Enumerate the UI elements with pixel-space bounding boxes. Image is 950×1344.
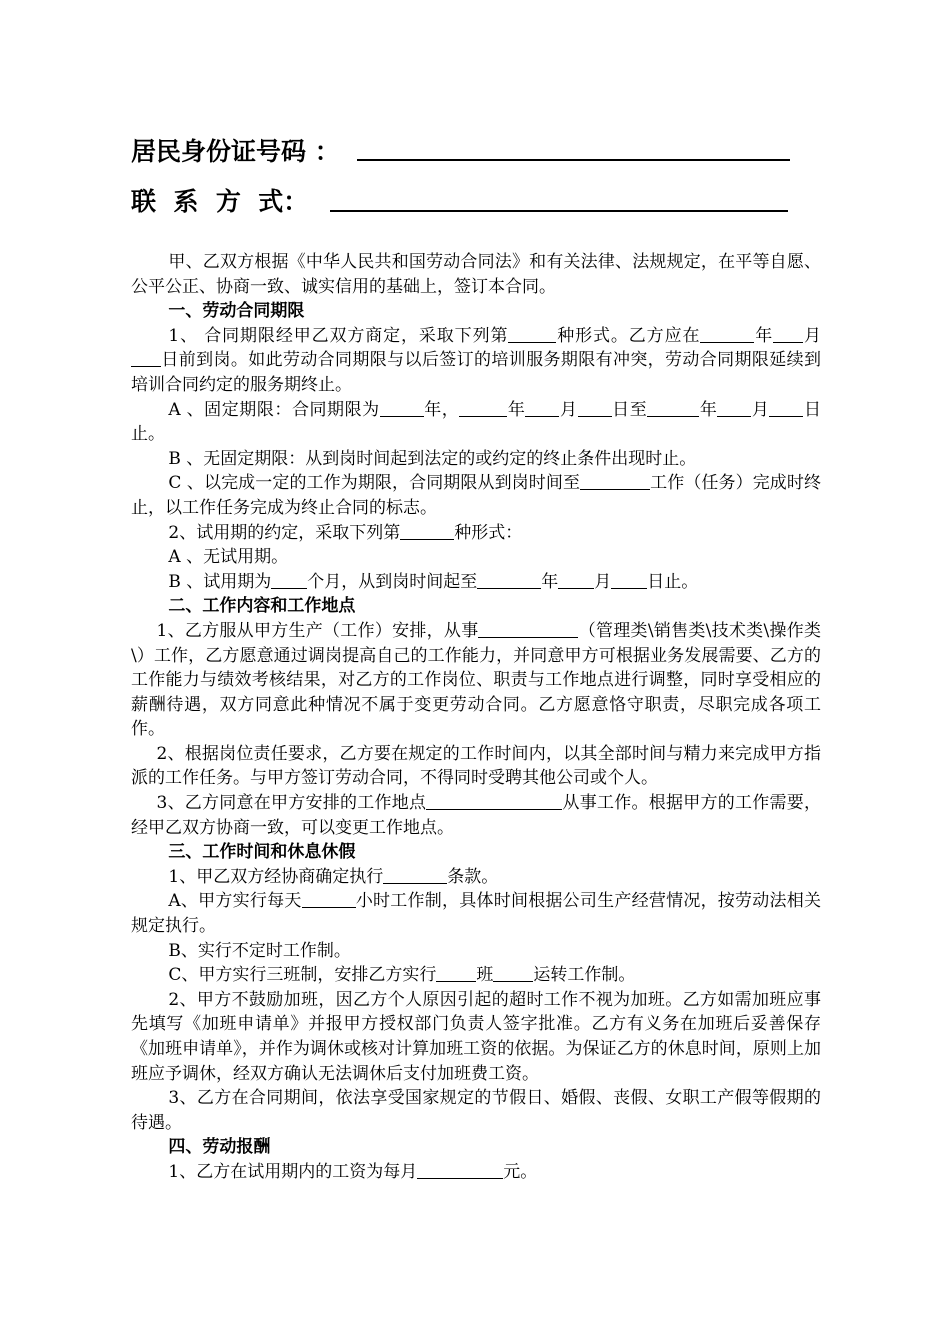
hours-clause-3: 3、乙方在合同期间，依法享受国家规定的节假日、婚假、丧假、女职工产假等假期的待遇。 (131, 1088, 821, 1133)
contact-label: 联 系 方 式： (131, 187, 309, 216)
blank-probation-salary[interactable] (417, 1161, 503, 1179)
blank-probation-months[interactable] (271, 571, 307, 589)
blank-probation-day[interactable] (611, 571, 647, 589)
section-title-pay: 四、劳动报酬 (168, 1137, 271, 1158)
probation-option-a: A 、无试用期。 (168, 547, 289, 568)
blank-to-month[interactable] (717, 399, 751, 417)
blank-shift[interactable] (436, 964, 476, 982)
blank-task[interactable] (580, 472, 650, 490)
term-clause-1: 1、 合同期限经甲乙双方商定，采取下列第 种形式。乙方应在 年 月日前到岗。如此劳动合同期限与以后签订的培训服务期限有冲突，劳动合同期限延续到培训合同约定的服务期终止。 (131, 325, 822, 395)
blank-form-choice[interactable] (508, 325, 556, 343)
hours-option-b: B、实行不定时工作制。 (168, 940, 351, 961)
section-title-term: 一、劳动合同期限 (168, 301, 305, 322)
work-clause-3: 3、乙方同意在甲方安排的工作地点 从事工作。根据甲方的工作需要，经甲乙双方协商一致，可以变更工作地点。 (131, 793, 821, 838)
contract-body (131, 250, 821, 1185)
work-clause-1: 1、乙方服从甲方生产（工作）安排，从事 （管理类\销售类\技术类\操作类\）工作，乙方愿意通过调岗提高自己的工作能力，并同意甲方可根据业务发展需要、乙方的工作能力与绩效考核结果，对乙方的工作岗位、职责与工作地点进行调整，同时享受相应的薪酬待遇，双方同意此种情况不属于变更劳动合同。乙方愿意恪守职责，尽职完成各项工作。 (131, 620, 821, 740)
blank-from-day[interactable] (578, 399, 612, 417)
term-option-b: B 、无固定期限：从到岗时间起到法定的或约定的终止条件出现时止。 (168, 448, 697, 469)
blank-start-day[interactable] (131, 349, 161, 367)
pay-clause-1: 1、乙方在试用期内的工资为每月 元。 (168, 1161, 538, 1182)
hours-clause-1: 1、甲乙双方经协商确定执行 条款。 (168, 866, 499, 887)
contact-blank[interactable] (330, 210, 788, 212)
term-option-c: C 、以完成一定的工作为期限，合同期限从到岗时间至 工作（任务）完成时终止，以工作任务完成为终止合同的标志。 (131, 473, 821, 518)
work-clause-2: 2、根据岗位责任要求，乙方要在规定的工作时间内，以其全部时间与精力来完成甲方指派的工作任务。与甲方签订劳动合同，不得同时受聘其他公司或个人。 (131, 743, 821, 789)
hours-option-c: C、甲方实行三班制，安排乙方实行 班 运转工作制。 (168, 965, 636, 986)
blank-to-day[interactable] (769, 399, 803, 417)
intro-paragraph: 甲、乙双方根据《中华人民共和国劳动合同法》和有关法律、法规规定，在平等自愿、公平公正、协商一致、诚实信用的基础上，签订本合同。 (131, 252, 821, 297)
blank-clause-choice[interactable] (383, 866, 447, 884)
probation-clause: 2、试用期的约定，采取下列第 种形式： (168, 522, 523, 543)
blank-probation-month[interactable] (558, 571, 594, 589)
section-title-work: 二、工作内容和工作地点 (168, 596, 356, 617)
blank-from-year[interactable] (459, 399, 507, 417)
blank-from-month[interactable] (525, 399, 559, 417)
blank-job[interactable] (478, 620, 578, 638)
blank-to-year[interactable] (647, 399, 699, 417)
blank-probation-year[interactable] (477, 571, 541, 589)
blank-start-month[interactable] (773, 325, 803, 343)
probation-option-b: B 、试用期为 个月，从到岗时间起至 年 月 日止。 (168, 571, 699, 592)
id-number-label: 居民身份证号码 ： (131, 137, 340, 166)
blank-rotation[interactable] (493, 964, 533, 982)
section-title-hours: 三、工作时间和休息休假 (168, 842, 356, 863)
blank-start-year[interactable] (700, 325, 754, 343)
term-option-a: A 、固定期限：合同期限为 年， 年 月 日至 年 月 日止。 (131, 399, 822, 445)
blank-daily-hours[interactable] (302, 890, 356, 908)
hours-option-a: A、甲方实行每天 小时工作制，具体时间根据公司生产经营情况，按劳动法相关规定执行。 (131, 891, 822, 937)
id-number-blank[interactable] (357, 159, 790, 161)
blank-probation-choice[interactable] (400, 522, 454, 540)
blank-years[interactable] (380, 399, 424, 417)
hours-clause-2: 2、甲方不鼓励加班，因乙方个人原因引起的超时工作不视为加班。乙方如需加班应事先填写《加班申请单》并报甲方授权部门负责人签字批准。乙方有义务在加班后妥善保存《加班申请单》，并作为调休或核对计算加班工资的依据。为保证乙方的休息时间，原则上加班应予调休，经双方确认无法调休后支付加班费工资。 (131, 989, 821, 1084)
blank-workplace[interactable] (426, 792, 562, 810)
